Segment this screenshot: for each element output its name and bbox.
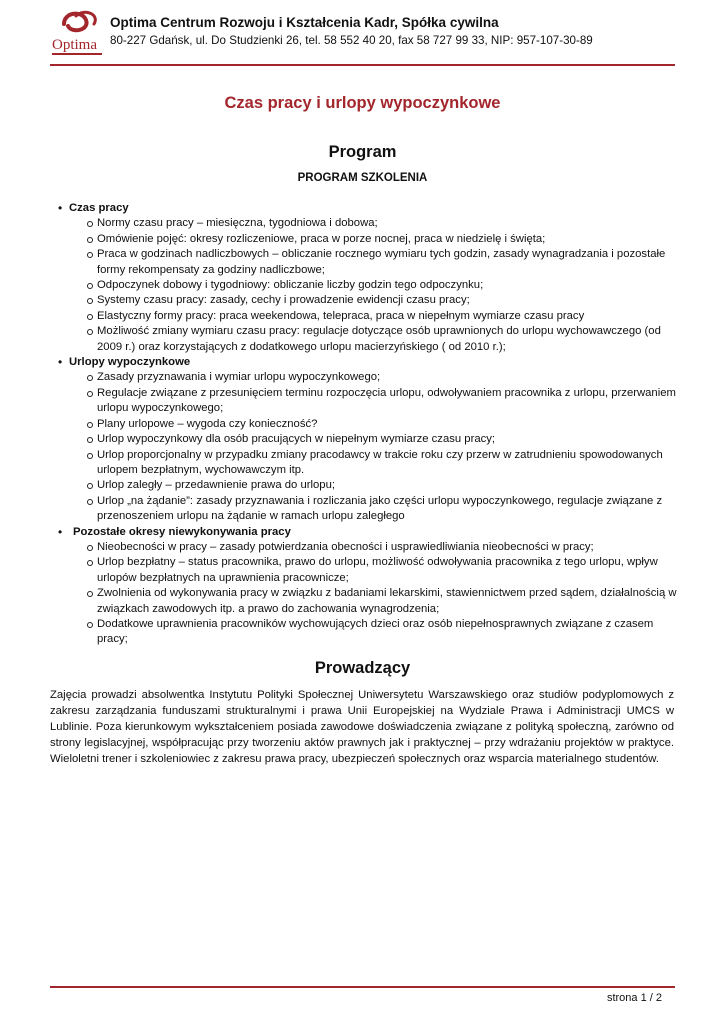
list-item: Systemy czasu pracy: zasady, cechy i prowadzenie ewidencji czasu pracy; [86,293,678,308]
list-item: Możliwość zmiany wymiaru czasu pracy: regulacje dotyczące osób uprawnionych do urlopu wychowawczego (od 2009 r.) oraz korzystających z dodatkowego urlopu macierzyńskiego ( od 2010 r.); [86,324,678,355]
program-subheading: PROGRAM SZKOLENIA [297,172,428,184]
list-item: Dodatkowe uprawnienia pracowników wychowujących dzieci oraz osób niepełnosprawnych związane z czasem pracy; [86,617,678,648]
section-title: • Czas pracy [69,202,129,214]
list-item: Praca w godzinach nadliczbowych – obliczanie rocznego wymiaru tych godzin, zasady wynagradzania i pozostałe formy rekompensaty za godziny nadliczbowe; [86,247,678,278]
program-section [58,355,678,524]
footer-divider [50,986,675,988]
list-item: Urlop bezpłatny – status pracownika, prawo do urlopu, możliwość odwoływania pracownika z tego urlopu, wpływ urlopów bezpłatnych na uprawnienia pracownicze; [86,555,678,586]
list-item: Urlop „na żądanie”: zasady przyznawania i rozliczania jako części urlopu wypoczynkowego, regulacje związane z przenoszeniem urlopu na żądanie w ramach urlopu zaległego [86,494,678,525]
list-item: Elastyczny formy pracy: praca weekendowa, telepraca, praca w niepełnym wymiarze czasu pracy [86,309,678,324]
company-address: 80-227 Gdańsk, ul. Do Studzienki 26, tel. 58 552 40 20, fax 58 727 99 33, NIP: 957-107-30-89 [110,34,593,47]
company-name: Optima Centrum Rozwoju i Kształcenia Kadr, Spółka cywilna [110,15,499,30]
header-divider [50,64,675,66]
list-item: Zwolnienia od wykonywania pracy w związku z badaniami lekarskimi, stawiennictwem przed sądem, działalnością w związkach zawodowych itp. a prawo do zachowania wynagrodzenia; [86,586,678,617]
program-section [58,201,678,355]
program-list [58,201,678,648]
list-item: Normy czasu pracy – miesięczna, tygodniowa i dobowa; [86,216,678,231]
optima-logo [50,10,106,60]
list-item: Odpoczynek dobowy i tygodniowy: obliczanie liczby godzin tego odpoczynku; [86,278,678,293]
list-item: Regulacje związane z przesunięciem terminu rozpoczęcia urlopu, odwoływaniem pracownika z urlopu, przerwaniem urlopu wypoczynkowego; [86,386,678,417]
list-item: Nieobecności w pracy – zasady potwierdzania obecności i usprawiedliwiania nieobecności w pracy; [86,540,678,555]
section-items [69,370,678,524]
trainer-description: Zajęcia prowadzi absolwentka Instytutu Polityki Społecznej Uniwersytetu Warszawskiego oraz studiów podyplomowych z zakresu zarządzania funduszami strukturalnymi i prawa Unii Europejskiej na Wydziale Prawa i Administracji UMCS w Lublinie. Poza kierunkowym wykształceniem posiada zawodowe doświadczenia związane z polityką społeczną, zarówno od strony legislacyjnej, współpracując przy tworzeniu aktów prawnych jak i praktycznej – przy wdrażaniu projektów w praktyce. Wieloletni trener i szkoleniowiec z zakresu prawa pracy, ubezpieczeń społecznych oraz wsparcia materialnego studentów. [50,689,674,765]
list-item: Plany urlopowe – wygoda czy konieczność? [86,417,678,432]
section-title: • Pozostałe okresy niewykonywania pracy [73,525,291,538]
list-item: Urlop zaległy – przedawnienie prawa do urlopu; [86,478,678,493]
document-title: Czas pracy i urlopy wypoczynkowe [224,94,501,112]
section-items [73,540,678,648]
list-item: Urlop proporcjonalny w przypadku zmiany pracodawcy w trakcie roku czy przerw w zatrudnieniu spowodowanych urlopem bezpłatnym, wychowawczym itp. [86,448,678,479]
trainer-heading: Prowadzący [314,659,411,677]
program-section [58,525,678,648]
list-item: Omówienie pojęć: okresy rozliczeniowe, praca w porze nocnej, praca w niedzielę i święta; [86,232,678,247]
letterhead [50,10,675,60]
section-title: • Urlopy wypoczynkowe [69,356,191,369]
page-number: strona 1 / 2 [606,992,662,1004]
list-item: Zasady przyznawania i wymiar urlopu wypoczynkowego; [86,370,678,385]
list-item: Urlop wypoczynkowy dla osób pracujących w niepełnym wymiarze czasu pracy; [86,432,678,447]
program-heading: Program [328,143,397,161]
section-items [69,216,678,355]
logo-wordmark: Optima [52,37,97,53]
